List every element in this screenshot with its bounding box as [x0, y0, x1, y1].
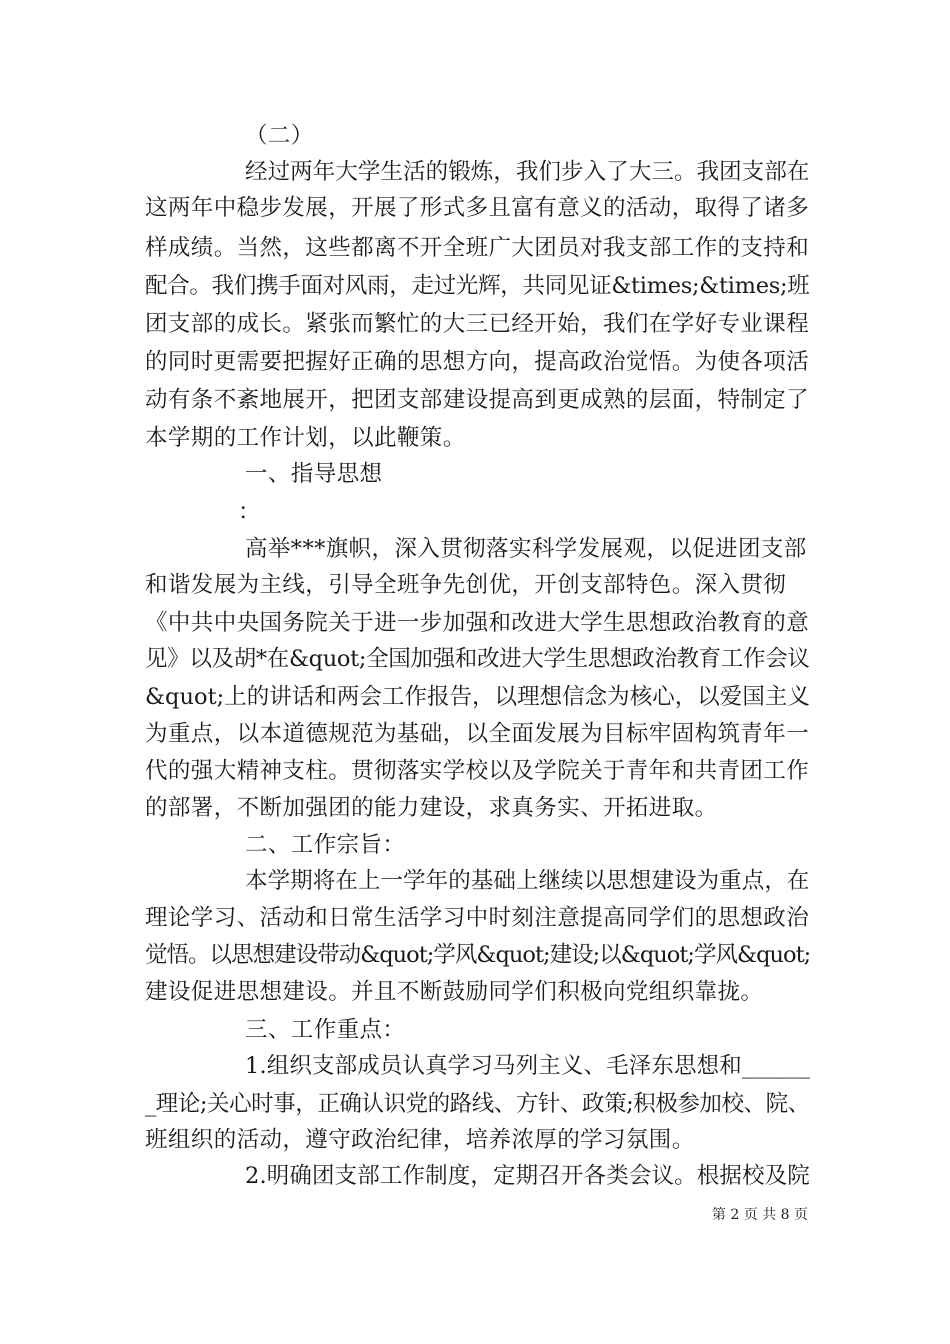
paragraph-line: 本学期的工作计划，以此鞭策。 — [145, 425, 466, 451]
section-heading: （二） — [245, 123, 314, 149]
paragraph-line: &quot;上的讲话和两会工作报告，以理想信念为核心，以爱国主义 — [145, 684, 810, 710]
paragraph-line: 团支部的成长。紧张而繁忙的大三已经开始，我们在学好专业课程 — [145, 311, 810, 337]
paragraph-line: 本学期将在上一学年的基础上继续以思想建设为重点，在 — [245, 868, 810, 894]
paragraph-line: 班组织的活动，遵守政治纪律，培养浓厚的学习氛围。 — [145, 1127, 695, 1153]
paragraph-line: ： — [238, 499, 261, 525]
paragraph-line: 建设促进思想建设。并且不断鼓励同学们积极向党组织靠拢。 — [145, 979, 764, 1005]
paragraph-line: 样成绩。当然，这些都离不开全班广大团员对我支部工作的支持和 — [145, 235, 810, 261]
paragraph-line: 代的强大精神支柱。贯彻落实学校以及学院关于青年和共青团工作 — [145, 758, 810, 784]
paragraph-line: 2.明确团支部工作制度，定期召开各类会议。根据校及院 — [245, 1163, 810, 1189]
paragraph-line: 《中共中央国务院关于进一步加强和改进大学生思想政治教育的意 — [145, 610, 810, 636]
paragraph-line: 经过两年大学生活的锻炼，我们步入了大三。我团支部在 — [245, 159, 810, 185]
paragraph-line: 的同时更需要把握好正确的思想方向，提高政治觉悟。为使各项活 — [145, 349, 810, 375]
paragraph-line: 动有条不紊地展开，把团支部建设提高到更成熟的层面，特制定了 — [145, 387, 810, 413]
page-number: 第 2 页 共 8 页 — [711, 1207, 808, 1223]
paragraph-line: 理论学习、活动和日常生活学习中时刻注意提高同学们的思想政治 — [145, 905, 810, 931]
section-heading: 一、指导思想 — [245, 461, 383, 487]
paragraph-line: 1.组织支部成员认真学习马列主义、毛泽东思想和______ — [245, 1053, 811, 1079]
paragraph-line: 配合。我们携手面对风雨，走过光辉，共同见证&times;&times;班 — [145, 273, 810, 299]
paragraph-line: 这两年中稳步发展，开展了形式多且富有意义的活动，取得了诸多 — [145, 195, 810, 221]
paragraph-line: _理论;关心时事，正确认识党的路线、方针、政策;积极参加校、院、 — [145, 1091, 810, 1117]
paragraph-line: 觉悟。以思想建设带动&quot;学风&quot;建设;以&quot;学风&quot; — [145, 942, 811, 968]
paragraph-line: 高举***旗帜，深入贯彻落实科学发展观，以促进团支部 — [245, 536, 807, 562]
section-heading: 三、工作重点： — [245, 1017, 406, 1043]
paragraph-line: 为重点，以本道德规范为基础，以全面发展为目标牢固构筑青年一 — [145, 721, 810, 747]
paragraph-line: 的部署，不断加强团的能力建设，求真务实、开拓进取。 — [145, 795, 718, 821]
paragraph-line: 见》以及胡*在&quot;全国加强和改进大学生思想政治教育工作会议 — [145, 646, 810, 672]
paragraph-line: 和谐发展为主线，引导全班争先创优，开创支部特色。深入贯彻 — [145, 572, 787, 598]
section-heading: 二、工作宗旨： — [245, 832, 406, 858]
